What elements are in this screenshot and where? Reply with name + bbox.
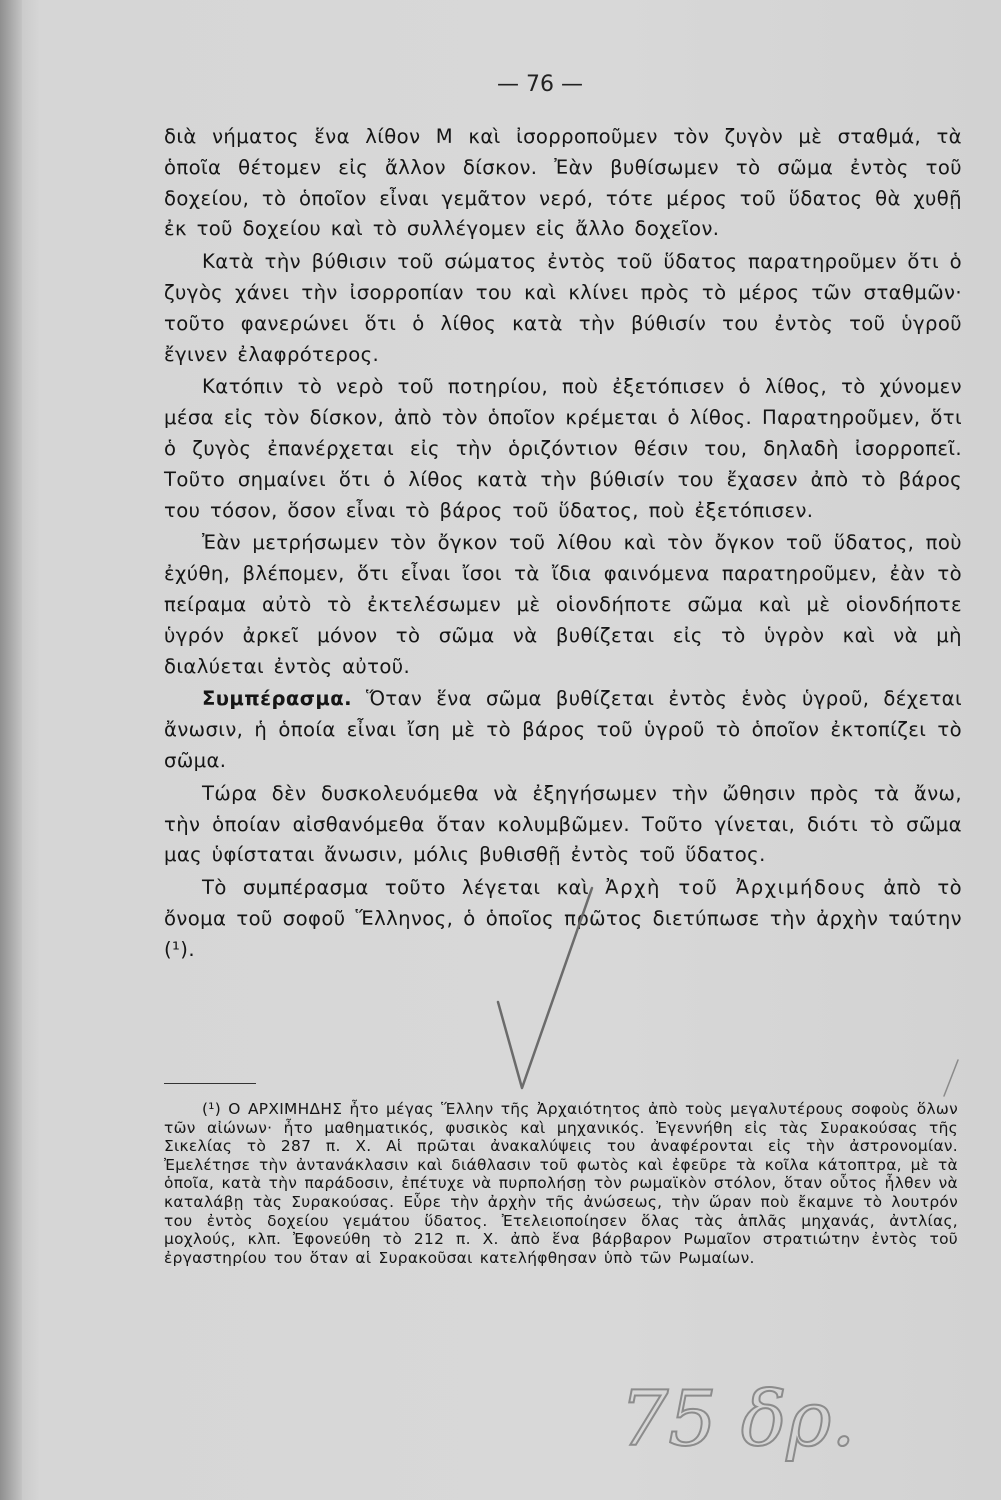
footnote-text: (¹) Ο ΑΡΧΙΜΗΔΗΣ ἦτο μέγας Ἕλλην τῆς Ἀρχαιότητος ἀπὸ τοὺς μεγαλυτέρους σοφοὺς ὅλων τῶν αἰώνων· ἦτο μαθηματικός, φυσικὸς καὶ μηχανικός. Ἐγεννήθη εἰς τὰς Συρακούσας τῆς Σικελίας τὸ 287 π. Χ. Αἱ πρῶται ἀνακαλύψεις του ἀναφέρονται εἰς τὴν ἀστρονομίαν. Ἐμελέτησε τὴν ἀντανάκλασιν καὶ διάθλασιν τοῦ φωτὸς καὶ ἐφεῦρε τὰ κοῖλα κάτοπτρα, μὲ τὰ ὁποῖα, κατὰ τὴν παράδοσιν, ἐπέτυχε νὰ πυρπολήσῃ τὸν ρωμαϊκὸν στόλον, ὅταν οὗτος ἦλθεν νὰ καταλάβῃ τὰς Συρακούσας. Εὗρε τὴν ἀρχὴν τῆς ἀνώσεως, τὴν ὥραν ποὺ ἔκαμνε τὸ λουτρόν του ἐντὸς δοχείου γεμάτου ὕδατος. Ἐτελειοποίησεν ὅλας τὰς ἁπλᾶς μηχανάς, ἀντλίας, μοχλούς, κλπ. Ἐφονεύθη τὸ 212 π. Χ. ἀπὸ ἕνα βάρβαρον Ρωμαῖον στρατιώτην ἐντὸς τοῦ ἐργαστηρίου του ὅταν αἱ Συρακοῦσαι κατελήφθησαν ὑπὸ τῶν Ρωμαίων. bbox=[164, 1100, 958, 1267]
conclusion-text: Ὅταν ἕνα σῶμα βυθίζεται ἐντὸς ἑνὸς ὑγροῦ, δέχεται ἄνωσιν, ἡ ὁποία εἶναι ἴση μὲ τὸ βάρος τοῦ ὑγροῦ τὸ ὁποῖον ἐκτοπίζει τὸ σῶμα. bbox=[164, 687, 962, 772]
footnote-separator bbox=[164, 1083, 256, 1084]
paragraph-2-text: Κατὰ τὴν βύθισιν τοῦ σώματος ἐντὸς τοῦ ὕδατος παρατηροῦμεν ὅτι ὁ ζυγὸς χάνει τὴν ἰσορροπίαν του καὶ κλίνει πρὸς τὸ μέρος τῶν σταθμῶν· τοῦτο φανερώνει ὅτι ὁ λίθος κατὰ τὴν βύθισίν του ἐντὸς τοῦ ὑγροῦ ἔγινεν ἐλαφρότερος. bbox=[164, 250, 962, 366]
paragraph-6 bbox=[164, 779, 962, 871]
paragraph-4 bbox=[164, 528, 962, 682]
archimedes-principle-term: Ἀρχὴ τοῦ Ἀρχιμήδους bbox=[605, 876, 868, 900]
paragraph-6-text: Τώρα δὲν δυσκολευόμεθα νὰ ἐξηγήσωμεν τὴν ὤθησιν πρὸς τὰ ἄνω, τὴν ὁποίαν αἰσθανόμεθα ὅταν κολυμβῶμεν. Τοῦτο γίνεται, διότι τὸ σῶμα μας ὑφίσταται ἄνωσιν, μόλις βυθισθῇ ἐντὸς τοῦ ὕδατος. bbox=[164, 781, 962, 867]
footnote bbox=[164, 1100, 958, 1267]
pencil-margin-slash bbox=[944, 1060, 958, 1096]
paragraph-1-text: διὰ νήματος ἕνα λίθον Μ καὶ ἰσορροποῦμεν τὸν ζυγὸν μὲ σταθμά, τὰ ὁποῖα θέτομεν εἰς ἄλλον δίσκον. Ἐὰν βυθίσωμεν τὸ σῶμα ἐντὸς τοῦ δοχείου, τὸ ὁποῖον εἶναι γεμᾶτον νερό, τότε μέρος τοῦ ὕδατος θὰ χυθῇ ἐκ τοῦ δοχείου καὶ τὸ συλλέγομεν εἰς ἄλλο δοχεῖον. bbox=[164, 125, 962, 241]
paragraph-7-text-b: ἀπὸ τὸ ὄνομα τοῦ σοφοῦ Ἕλληνος, ὁ ὁποῖος πρῶτος διετύπωσε τὴν ἀρχὴν ταύτην (¹). bbox=[164, 876, 963, 961]
paragraph-7 bbox=[164, 873, 962, 965]
paragraph-1 bbox=[164, 122, 962, 245]
paragraph-2 bbox=[164, 247, 962, 370]
conclusion-paragraph bbox=[164, 684, 962, 776]
handwritten-price: 75 δρ. bbox=[620, 1374, 856, 1463]
paragraph-4-text: Ἐὰν μετρήσωμεν τὸν ὄγκον τοῦ λίθου καὶ τὸν ὄγκον τοῦ ὕδατος, ποὺ ἐχύθη, βλέπομεν, ὅτι εἶναι ἴσοι τὰ ἴδια φαινόμενα παρατηροῦμεν, ἐὰν τὸ πείραμα αὐτὸ τὸ ἐκτελέσωμεν μὲ οἱονδήποτε σῶμα καὶ μὲ οἱονδήποτε ὑγρόν ἀρκεῖ μόνον τὸ σῶμα νὰ βυθίζεται εἰς τὸ ὑγρὸν καὶ νὰ μὴ διαλύεται ἐντὸς αὐτοῦ. bbox=[164, 531, 962, 678]
conclusion-heading: Συμπέρασμα. bbox=[202, 687, 352, 711]
page-binding-shadow bbox=[0, 0, 22, 1500]
paragraph-3-text: Κατόπιν τὸ νερὸ τοῦ ποτηρίου, ποὺ ἐξετόπισεν ὁ λίθος, τὸ χύνομεν μέσα εἰς τὸν δίσκον, ἀπὸ τὸν ὁποῖον κρέμεται ὁ λίθος. Παρατηροῦμεν, ὅτι ὁ ζυγὸς ἐπανέρχεται εἰς τὴν ὁριζόντιον θέσιν του, δηλαδὴ ἰσορροπεῖ. Τοῦτο σημαίνει ὅτι ὁ λίθος κατὰ τὴν βύθισίν του ἔχασεν ἀπὸ τὸ βάρος του τόσον, ὅσον εἶναι τὸ βάρος τοῦ ὕδατος, ποὺ ἐξετόπισεν. bbox=[164, 375, 962, 522]
paragraph-3 bbox=[164, 372, 962, 526]
page-number: — 76 — bbox=[497, 72, 583, 97]
paragraph-7-text-a: Τὸ συμπέρασμα τοῦτο λέγεται καὶ bbox=[202, 876, 606, 900]
body-text bbox=[164, 122, 962, 968]
